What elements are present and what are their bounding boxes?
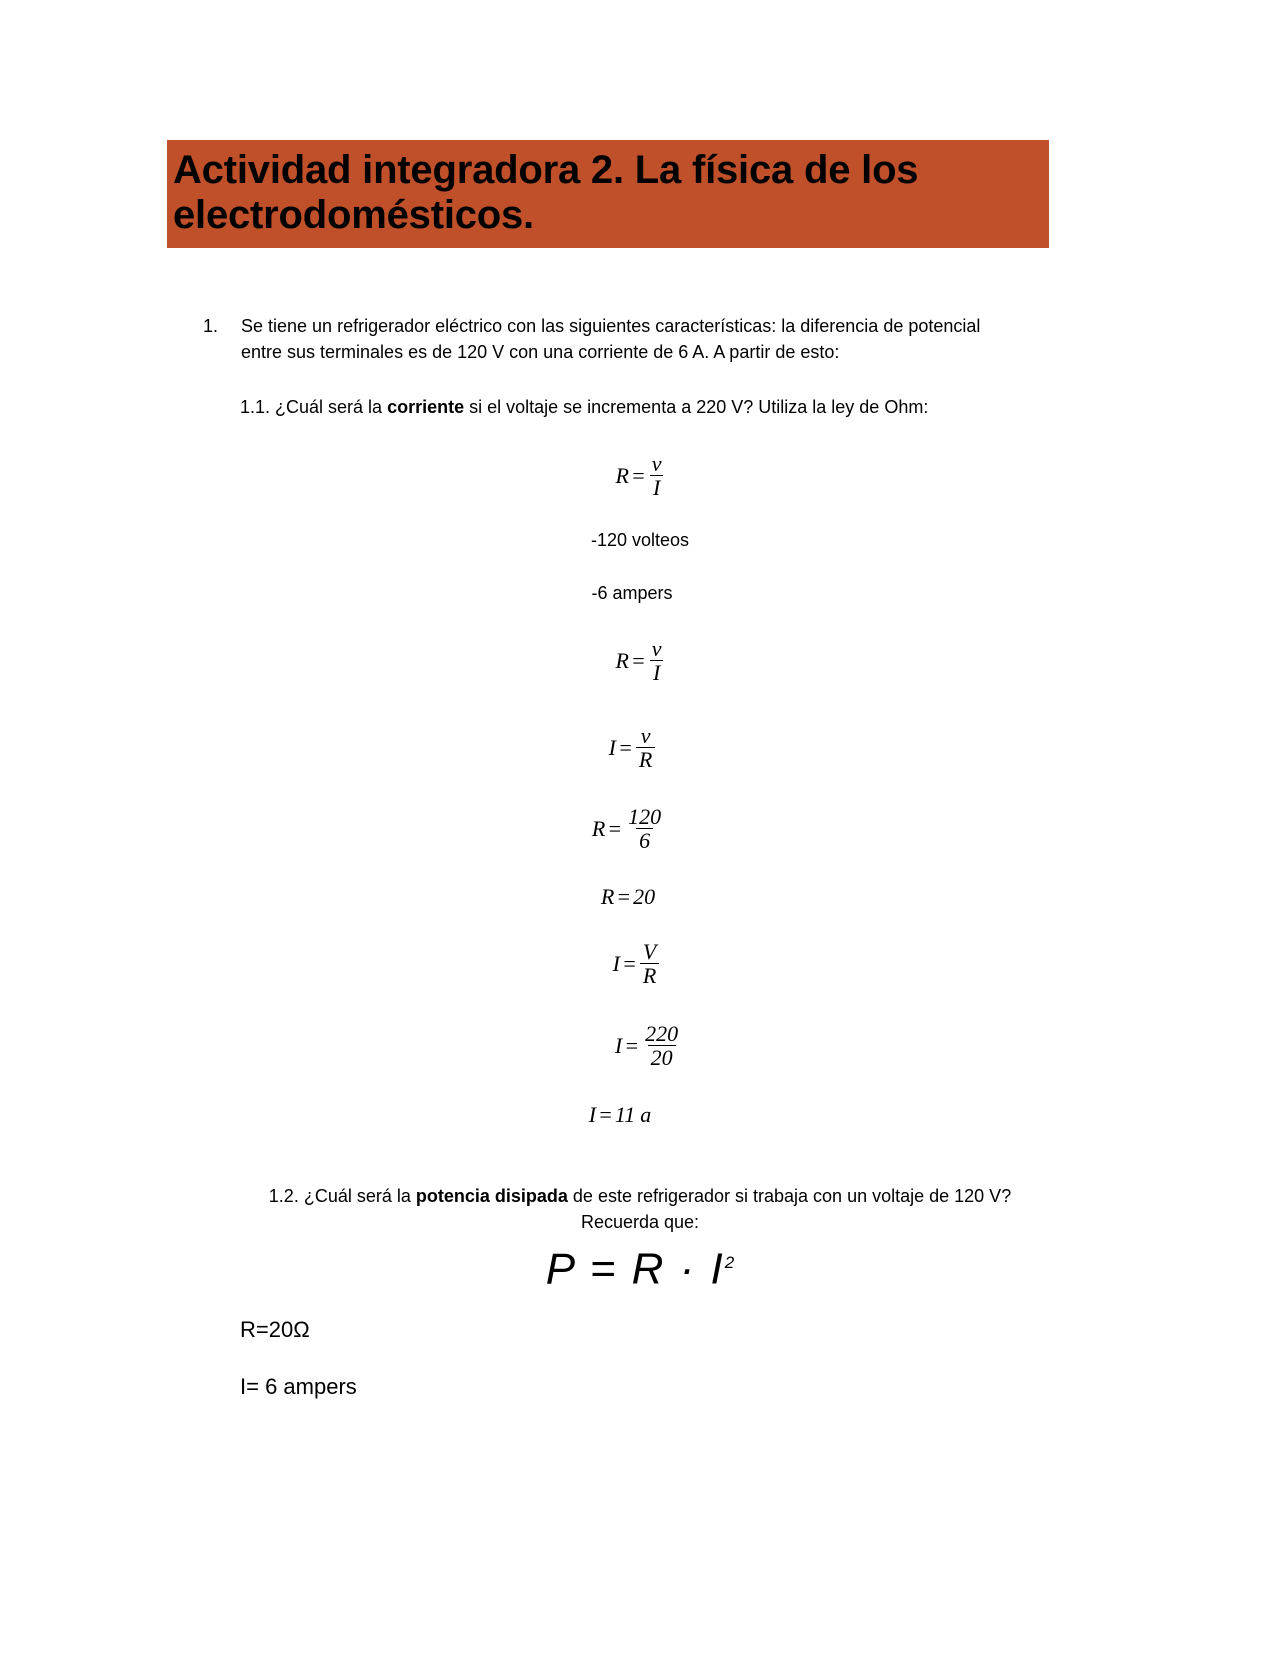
list-item-1-1-prefix: 1.1. ¿Cuál será la (240, 397, 388, 417)
formula-1-operator: = (630, 462, 646, 488)
formula-4-lhs: R (591, 815, 606, 841)
list-item-1-2-suffix: de este refrigerador si trabaja con un voltaje de 120 V? Recuerda que: (567, 1186, 1012, 1232)
list-item-1-marker: 1. (203, 316, 219, 336)
formula-power-exponent: 2 (724, 1253, 735, 1272)
formula-5-rhs: 20 (633, 884, 656, 909)
note-amps: -6 ampers (591, 583, 673, 603)
answer-resistance: R=20Ω (240, 1317, 310, 1342)
formula-6-denominator: R (640, 963, 659, 987)
list-item-1-1 (240, 394, 1040, 420)
list-item-1-text: Se tiene un refrigerador eléctrico con las siguientes características: la diferencia de potencial entre sus terminales es de 120 V con una corriente de 6 A. A partir de esto: (241, 316, 981, 362)
formula-ohm-law-2 (240, 637, 1040, 684)
formula-power-text: P = R · I (545, 1244, 725, 1294)
formula-1-denominator: I (650, 475, 663, 499)
formula-4-numerator: 120 (628, 804, 662, 829)
formula-7-fraction (642, 1022, 681, 1069)
formula-6-numerator: V (642, 939, 657, 964)
formula-7-operator: = (624, 1032, 640, 1058)
formula-4-denominator: 6 (636, 828, 653, 852)
formula-3-denominator: R (636, 747, 655, 771)
formula-1-lhs: R (615, 462, 629, 488)
formula-3-operator: = (618, 734, 633, 760)
formula-6-lhs: I (612, 950, 620, 976)
formula-ohm-law-1 (240, 452, 1040, 499)
formula-resistance-result (228, 884, 1028, 910)
answer-current: I= 6 ampers (240, 1374, 357, 1399)
list-item-1 (203, 313, 1023, 365)
formula-2-numerator: v (651, 636, 662, 661)
formula-5-operator: = (616, 884, 632, 909)
note-volts: -120 volteos (590, 530, 690, 550)
formula-2-fraction (649, 637, 665, 684)
list-item-1-2-emphasis: potencia disipada (415, 1186, 568, 1206)
formula-6-operator: = (622, 950, 637, 976)
formula-current-2 (236, 940, 1036, 987)
formula-8-rhs: 11 (614, 1102, 636, 1127)
formula-current-compute (248, 1022, 1048, 1069)
formula-3-fraction (636, 724, 655, 771)
formula-4-operator: = (607, 815, 623, 841)
formula-7-denominator: 20 (648, 1045, 676, 1069)
formula-3-numerator: v (640, 723, 651, 748)
formula-8-operator: = (598, 1102, 613, 1127)
page-title: Actividad integradora 2. La física de los electrodomésticos. (173, 148, 919, 237)
formula-1-fraction (649, 452, 665, 499)
formula-7-numerator: 220 (645, 1021, 679, 1046)
formula-5-lhs: R (600, 884, 615, 909)
formula-current-1 (232, 724, 1032, 771)
list-item-1-1-suffix: si el voltaje se incrementa a 220 V? Utiliza la ley de Ohm: (464, 397, 929, 417)
formula-2-lhs: R (615, 647, 629, 673)
formula-2-denominator: I (650, 660, 663, 684)
formula-2-operator: = (630, 647, 646, 673)
formula-7-lhs: I (614, 1032, 623, 1058)
title-banner (167, 140, 1049, 248)
formula-6-fraction (640, 940, 659, 987)
list-item-1-2 (240, 1183, 1040, 1235)
formula-3-lhs: I (608, 734, 616, 760)
formula-8-lhs: I (588, 1102, 597, 1127)
formula-4-fraction (625, 805, 664, 852)
formula-resistance-compute (228, 805, 1028, 852)
formula-power (240, 1235, 1040, 1298)
formula-1-numerator: v (651, 451, 662, 476)
list-item-1-1-emphasis: corriente (387, 397, 465, 417)
formula-8-unit: a (640, 1102, 652, 1127)
list-item-1-2-prefix: 1.2. ¿Cuál será la (268, 1186, 416, 1206)
formula-current-result (220, 1102, 1020, 1128)
